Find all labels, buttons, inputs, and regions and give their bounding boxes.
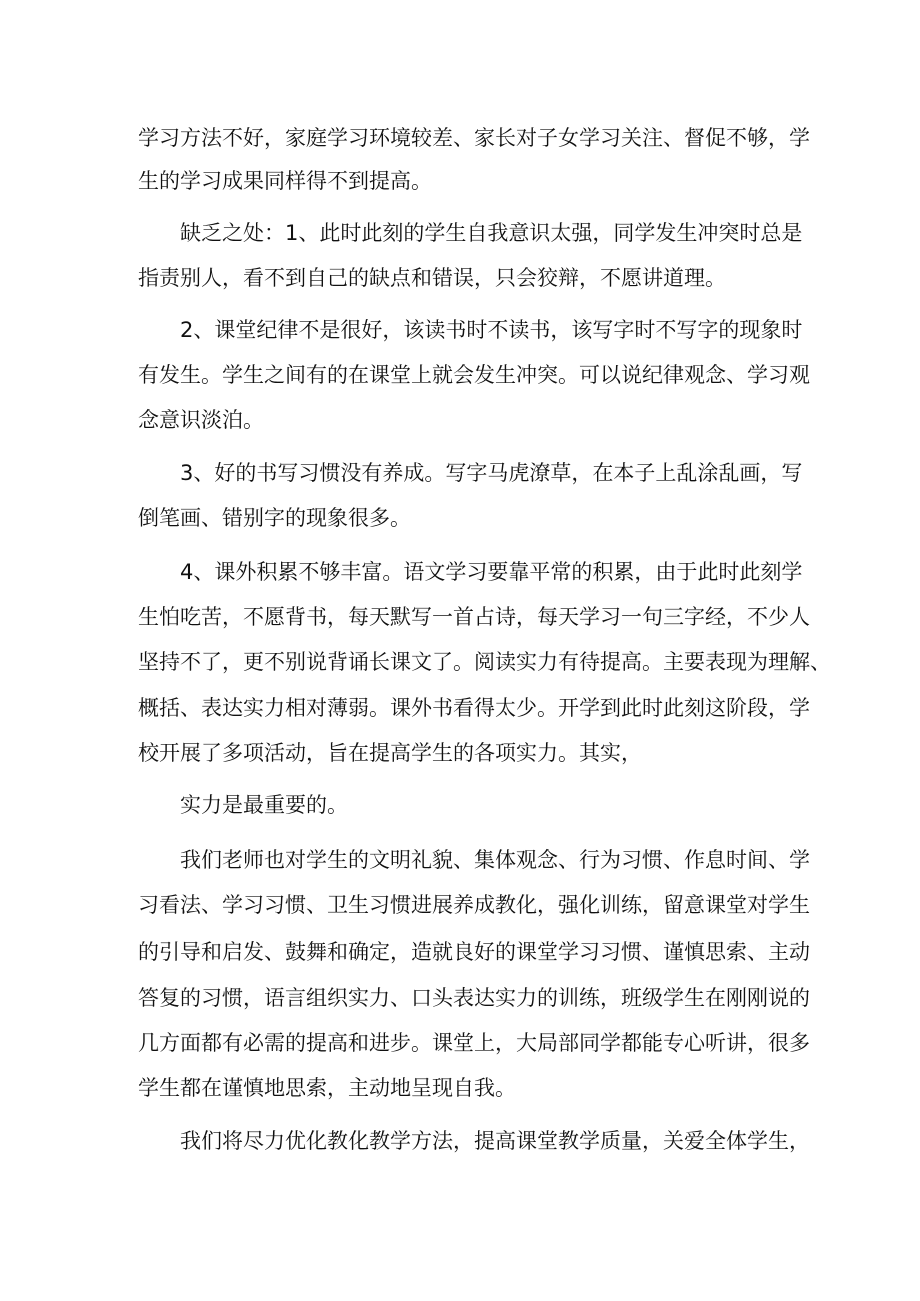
text-line: 坚持不了，更不别说背诵长课文了。阅读实力有待提高。主要表现为理解、 xyxy=(138,650,831,674)
text-line: 校开展了多项活动，旨在提高学生的各项实力。其实， xyxy=(138,741,642,765)
text-line: 学生都在谨慎地思索，主动地呈现自我。 xyxy=(138,1076,516,1100)
text-line: 缺乏之处：1、此时此刻的学生自我意识太强，同学发生冲突时总是 xyxy=(180,221,803,245)
text-line: 几方面都有必需的提高和进步。课堂上，大局部同学都能专心听讲，很多 xyxy=(138,1031,810,1055)
text-line: 我们老师也对学生的文明礼貌、集体观念、行为习惯、作息时间、学 xyxy=(180,848,810,872)
text-line: 生的学习成果同样得不到提高。 xyxy=(138,169,432,193)
text-line: 学习方法不好，家庭学习环境较差、家长对子女学习关注、督促不够，学 xyxy=(138,126,810,150)
text-line: 倒笔画、错别字的现象很多。 xyxy=(138,506,411,530)
text-line: 习看法、学习习惯、卫生习惯进展养成教化，强化训练，留意课堂对学生 xyxy=(138,893,810,917)
text-line: 答复的习惯，语言组织实力、口头表达实力的训练，班级学生在刚刚说的 xyxy=(138,986,810,1010)
text-line: 2、课堂纪律不是很好，该读书时不读书，该写字时不写字的现象时 xyxy=(180,318,803,342)
text-line: 生怕吃苦，不愿背书，每天默写一首占诗，每天学习一句三字经，不少人 xyxy=(138,605,810,629)
text-line: 的引导和启发、鼓舞和确定，造就良好的课堂学习习惯、谨慎思索、主动 xyxy=(138,940,810,964)
text-line: 实力是最重要的。 xyxy=(180,793,348,817)
text-line: 概括、表达实力相对薄弱。课外书看得太少。开学到此时此刻这阶段，学 xyxy=(138,696,810,720)
text-line: 念意识淡泊。 xyxy=(138,408,264,432)
text-line: 3、好的书写习惯没有养成。写字马虎潦草，在本子上乱涂乱画，写 xyxy=(180,461,803,485)
text-line: 我们将尽力优化教化教学方法，提高课堂教学质量，关爱全体学生， xyxy=(180,1129,810,1153)
text-line: 有发生。学生之间有的在课堂上就会发生冲突。可以说纪律观念、学习观 xyxy=(138,363,810,387)
text-line: 指责别人，看不到自己的缺点和错误，只会狡辩，不愿讲道理。 xyxy=(138,266,726,290)
text-line: 4、课外积累不够丰富。语文学习要靠平常的积累，由于此时此刻学 xyxy=(180,560,803,584)
